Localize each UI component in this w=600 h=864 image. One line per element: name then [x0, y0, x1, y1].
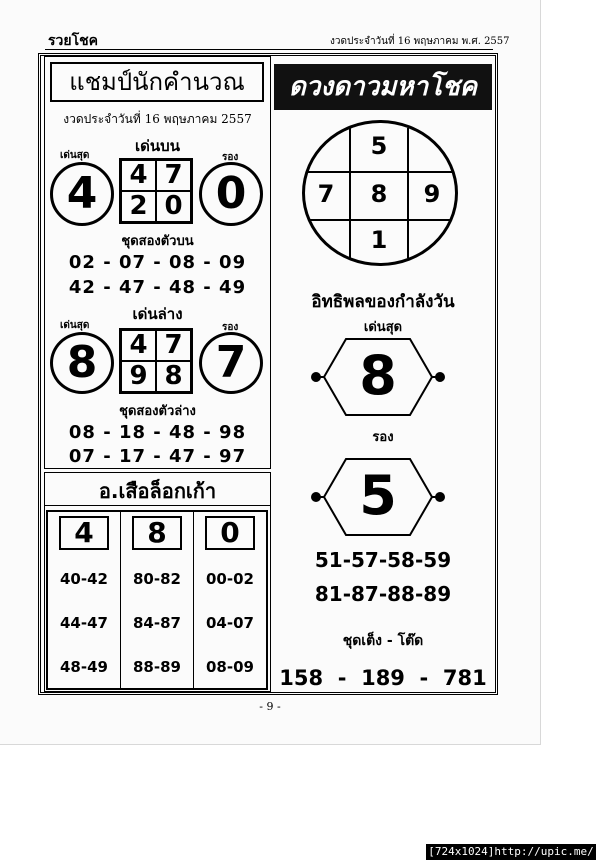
tiger-range: 84-87	[133, 614, 181, 632]
top-grid-cell: 0	[156, 191, 191, 222]
tiger-column-head: 4	[59, 516, 109, 550]
tiger-table	[46, 510, 268, 690]
bottom-grid-cell: 9	[121, 361, 156, 392]
tiger-range: 08-09	[206, 658, 254, 676]
top-main-circle: 4	[50, 162, 114, 226]
top-main-label: เด่นสุด	[60, 150, 90, 161]
top-pairs-line: 02 - 07 - 08 - 09	[68, 252, 247, 273]
page-number: - 9 -	[259, 700, 281, 713]
lucky-line: 51-57-58-59	[314, 548, 452, 572]
champion-title: แชมป์นักคำนวณ	[50, 62, 264, 102]
second-digit: 5	[359, 464, 397, 527]
power-heading: อิทธิพลของกำลังวัน	[311, 292, 455, 312]
star-cell-top: 5	[370, 132, 388, 160]
top-grid-cell: 4	[121, 160, 156, 191]
star-cell-center: 8	[370, 180, 388, 208]
top-grid-cell: 2	[121, 191, 156, 222]
tiger-range: 48-49	[60, 658, 108, 676]
tiger-range: 04-07	[206, 614, 254, 632]
tiger-range: 40-42	[60, 570, 108, 588]
main-label: เด่นสุด	[363, 320, 403, 335]
top-grid-cell: 7	[156, 160, 191, 191]
watermark: [724x1024]http://upic.me/	[426, 844, 596, 860]
tong-values: 158 - 189 - 781	[279, 666, 487, 690]
bottom-heading: เด่นล่าง	[132, 305, 183, 323]
top-second-label: รอง	[222, 152, 239, 163]
star-cell-left: 7	[317, 180, 335, 208]
bottom-pairs-heading: ชุดสองตัวล่าง	[119, 404, 196, 419]
tiger-column	[48, 512, 121, 688]
bottom-grid-cell: 4	[121, 330, 156, 361]
bottom-pairs-line: 07 - 17 - 47 - 97	[68, 446, 247, 467]
tiger-column	[194, 512, 266, 688]
bottom-pairs-line: 08 - 18 - 48 - 98	[68, 422, 247, 443]
tong-label: ชุดเต็ง - โต๊ด	[342, 633, 424, 649]
top-digit-grid	[119, 158, 193, 224]
tiger-column	[121, 512, 194, 688]
tiger-range: 00-02	[206, 570, 254, 588]
star-title: ดวงดาวมหาโชค	[274, 64, 492, 110]
top-heading: เด่นบน	[135, 137, 180, 155]
tiger-column-head: 0	[205, 516, 255, 550]
header-rule	[45, 49, 493, 50]
tiger-title: อ.เสือล็อกเก้า	[44, 476, 271, 506]
bottom-digit-grid	[119, 328, 193, 394]
top-pairs-heading: ชุดสองตัวบน	[121, 234, 194, 249]
bottom-second-label: รอง	[222, 322, 239, 333]
top-second-circle: 0	[199, 162, 263, 226]
top-pairs-line: 42 - 47 - 48 - 49	[68, 277, 247, 298]
bottom-grid-cell: 7	[156, 330, 191, 361]
star-cell-bottom: 1	[370, 226, 388, 254]
tiger-range: 44-47	[60, 614, 108, 632]
bottom-grid-cell: 8	[156, 361, 191, 392]
main-digit: 8	[359, 344, 397, 407]
champion-date: งวดประจำวันที่ 16 พฤษภาคม 2557	[63, 112, 252, 126]
bottom-main-label: เด่นสุด	[60, 320, 90, 331]
star-cell-right: 9	[423, 180, 441, 208]
tiger-range: 88-89	[133, 658, 181, 676]
tiger-column-head: 8	[132, 516, 182, 550]
magazine-name: รวยโชค	[48, 33, 98, 49]
bottom-second-circle: 7	[199, 332, 263, 394]
issue-date: งวดประจำวันที่ 16 พฤษภาคม พ.ศ. 2557	[330, 36, 510, 47]
bottom-main-circle: 8	[50, 332, 114, 394]
tiger-range: 80-82	[133, 570, 181, 588]
lucky-line: 81-87-88-89	[314, 582, 452, 606]
second-label: รอง	[372, 430, 394, 445]
